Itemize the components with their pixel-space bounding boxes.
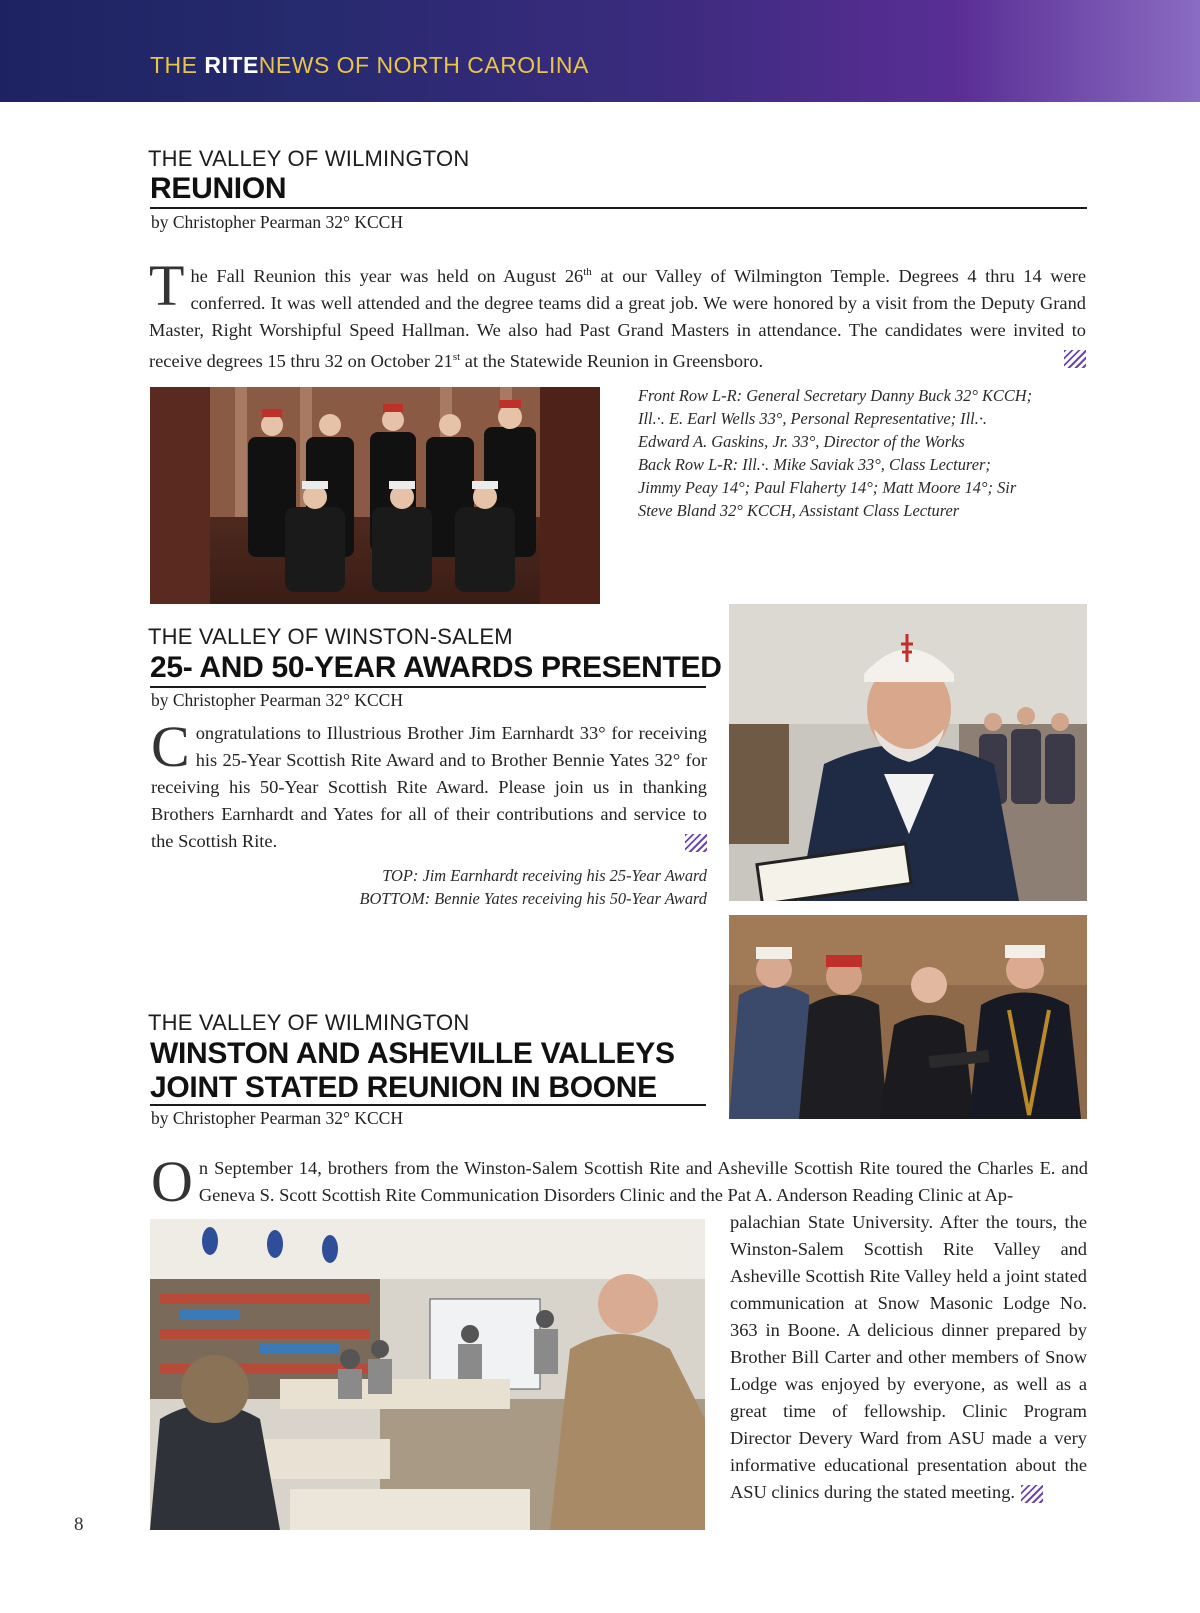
article3-headline-rule <box>150 1104 706 1106</box>
article3-drop-cap: O <box>151 1149 193 1214</box>
group-portrait-photo <box>150 387 600 604</box>
article2-photo-caption: TOP: Jim Earnhardt receiving his 25-Year Award BOTTOM: Bennie Yates receiving his 50-Year Award <box>359 866 707 908</box>
page-number: 8 <box>74 1514 84 1535</box>
article1-drop-cap: T <box>149 253 185 318</box>
article2-headline-rule <box>150 686 706 688</box>
article2-headline: 25- AND 50-YEAR AWARDS PRESENTED <box>150 651 722 684</box>
title-the: THE <box>150 52 198 78</box>
clinic-tour-photo <box>150 1219 705 1530</box>
publication-title <box>150 52 589 79</box>
article3-body-intro: On September 14, brothers from the Winston-Salem Scottish Rite and Asheville Scottish Rite toured the Charles E. and Geneva S. Scott Scottish Rite Communication Disorders Clinic and the Pat A. Anderson Reading Clinic at Ap- <box>151 1149 1088 1214</box>
title-rite: RITE <box>204 52 259 78</box>
end-of-article-mark-icon <box>1021 1485 1043 1503</box>
article1-headline: REUNION <box>150 172 287 205</box>
article1-kicker: THE VALLEY OF WILMINGTON <box>148 146 470 171</box>
article2-body: Congratulations to Illustrious Brother Jim Earnhardt 33° for receiving his 25-Year Scottish Rite Award and to Brother Bennie Yates 32° for receiving his 50-Year Scottish Rite Award. Please join us in thanking Brothers Earnhardt and Yates for all of their contributions and service to the Scottish Rite. <box>151 714 707 851</box>
article1-body: The Fall Reunion this year was held on August 26th at our Valley of Wilmington Temple. Degrees 4 thru 14 were conferred. It was well attended and the degree teams did a great job. We were honored by a visit from the Deputy Grand Master, Right Worshipful Speed Hallman. We also had Past Grand Masters in attendance. The candidates were invited to receive degrees 15 thru 32 on October 21st at the Statewide Reunion in Greensboro. <box>149 253 1086 372</box>
masthead-banner <box>0 0 1200 102</box>
article1-byline: by Christopher Pearman 32° KCCH <box>151 212 403 232</box>
article3-headline: WINSTON AND ASHEVILLE VALLEYS JOINT STATED REUNION IN BOONE <box>150 1037 675 1104</box>
article3-byline: by Christopher Pearman 32° KCCH <box>151 1108 403 1128</box>
end-of-article-mark-icon <box>1064 350 1086 368</box>
article1-photo-caption: Front Row L-R: General Secretary Danny Buck 32° KCCH; Ill.·. E. Earl Wells 33°, Personal Representative; Ill.·. Edward A. Gaskins, Jr. 33°, Director of the Works Back Row L-R: Ill.·. Mike Saviak 33°, Class Lecturer; Jimmy Peay 14°; Paul Flaherty 14°; Matt Moore 14°; Sir Steve Bland 32° KCCH, Assistant Class Lecturer <box>638 386 1033 520</box>
award-photo-yates <box>729 915 1087 1119</box>
article2-kicker: THE VALLEY OF WINSTON-SALEM <box>148 624 513 649</box>
end-of-article-mark-icon <box>685 834 707 852</box>
article1-headline-rule <box>150 207 1087 209</box>
article2-byline: by Christopher Pearman 32° KCCH <box>151 690 403 710</box>
title-rest: NEWS OF NORTH CAROLINA <box>258 52 589 78</box>
article3-body-column: palachian State University. After the tours, the Winston-Salem Scottish Rite Valley and Asheville Scottish Rite Valley held a joint stated communication at Snow Masonic Lodge No. 363 in Boone. A delicious dinner prepared by Brother Bill Carter and other members of Snow Lodge was enjoyed by everyone, as well as a great time of fellowship. Clinic Program Director Devery Ward from ASU made a very informative educational presentation about the ASU clinics during the stated meeting. <box>730 1212 1087 1502</box>
article2-drop-cap: C <box>151 714 190 779</box>
award-photo-earnhardt <box>729 604 1087 901</box>
article3-kicker: THE VALLEY OF WILMINGTON <box>148 1010 470 1035</box>
